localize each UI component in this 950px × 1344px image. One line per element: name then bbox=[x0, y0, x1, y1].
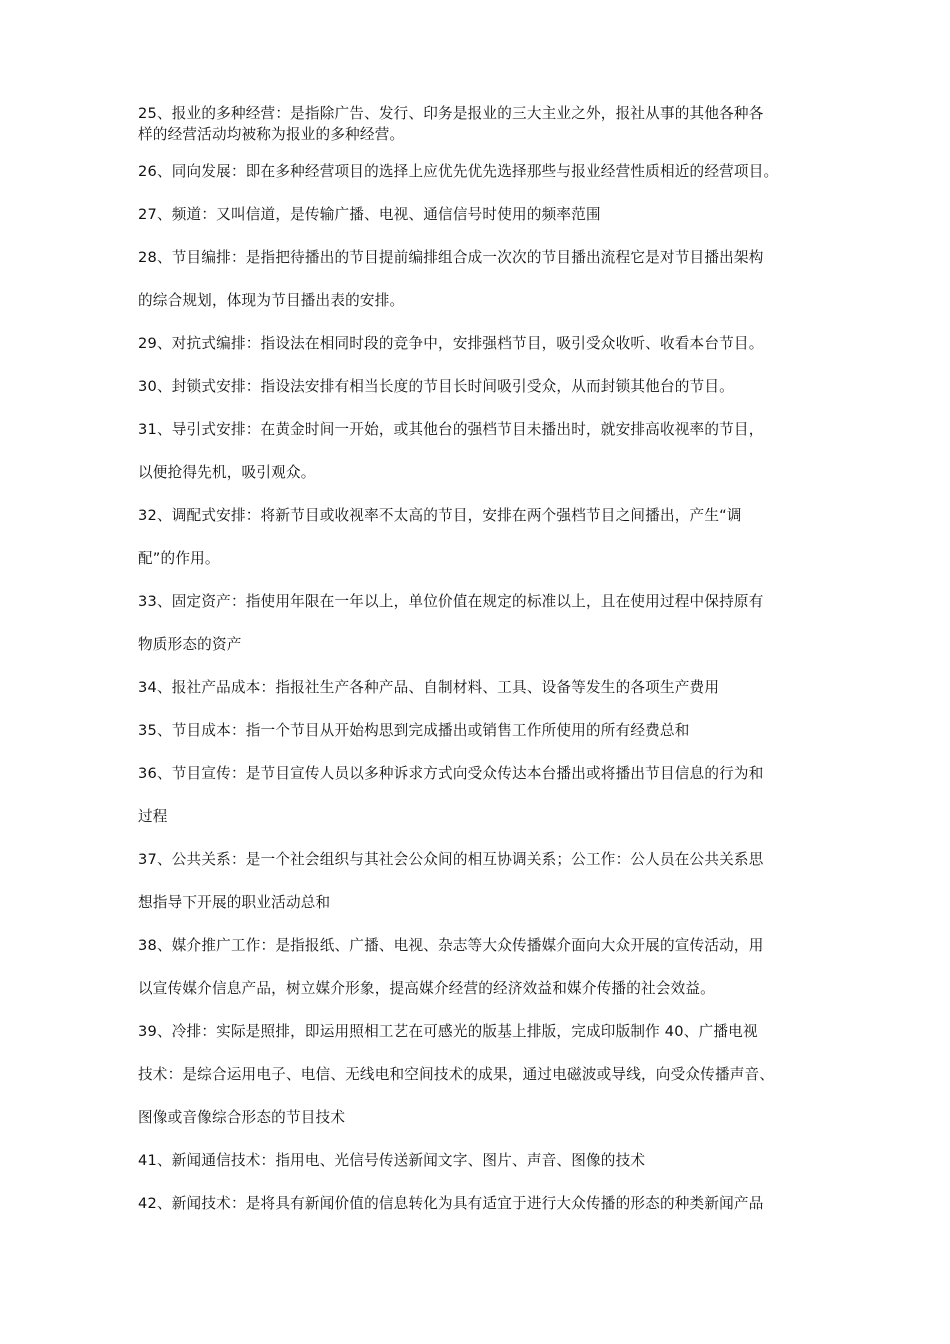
text-line: 33、固定资产：指使用年限在一年以上，单位价值在规定的标准以上，且在使用过程中保持原有 bbox=[138, 593, 764, 610]
text-line: 39、冷排：实际是照排，即运用照相工艺在可感光的版基上排版，完成印版制作 40、广播电视 bbox=[138, 1023, 758, 1040]
text-line: 28、节目编排：是指把待播出的节目提前编排组合成一次次的节目播出流程它是对节目播出架构 bbox=[138, 249, 764, 266]
text-line: 36、节目宣传：是节目宣传人员以多种诉求方式向受众传达本台播出或将播出节目信息的行为和 bbox=[138, 765, 764, 782]
text-line: 过程 bbox=[138, 808, 168, 825]
text-line: 配”的作用。 bbox=[138, 550, 220, 567]
text-line: 37、公共关系：是一个社会组织与其社会公众间的相互协调关系；公工作：公人员在公共关系思 bbox=[138, 851, 764, 868]
text-line: 图像或音像综合形态的节目技术 bbox=[138, 1109, 346, 1126]
text-line: 35、节目成本：指一个节目从开始构思到完成播出或销售工作所使用的所有经费总和 bbox=[138, 722, 690, 739]
text-line: 想指导下开展的职业活动总和 bbox=[138, 894, 331, 911]
text-line: 42、新闻技术：是将具有新闻价值的信息转化为具有适宜于进行大众传播的形态的种类新闻产品 bbox=[138, 1195, 764, 1212]
text-line: 34、报社产品成本：指报社生产各种产品、自制材料、工具、设备等发生的各项生产费用 bbox=[138, 679, 720, 696]
text-line: 技术：是综合运用电子、电信、无线电和空间技术的成果，通过电磁波或导线，向受众传播声音、 bbox=[138, 1066, 775, 1083]
text-line: 以便抢得先机，吸引观众。 bbox=[138, 464, 316, 481]
text-line: 31、导引式安排：在黄金时间一开始，或其他台的强档节目未播出时，就安排高收视率的节目， bbox=[138, 421, 764, 438]
text-line: 27、频道：又叫信道，是传输广播、电视、通信信号时使用的频率范围 bbox=[138, 206, 601, 223]
text-line: 41、新闻通信技术：指用电、光信号传送新闻文字、图片、声音、图像的技术 bbox=[138, 1152, 646, 1169]
text-line: 物质形态的资产 bbox=[138, 636, 242, 653]
text-line: 样的经营活动均被称为报业的多种经营。 bbox=[138, 126, 405, 143]
text-line: 29、对抗式编排：指设法在相同时段的竞争中，安排强档节目，吸引受众收听、收看本台节目。 bbox=[138, 335, 764, 352]
text-line: 30、封锁式安排：指设法安排有相当长度的节目长时间吸引受众，从而封锁其他台的节目。 bbox=[138, 378, 734, 395]
text-line: 的综合规划，体现为节目播出表的安排。 bbox=[138, 292, 405, 309]
text-line: 以宣传媒介信息产品，树立媒介形象，提高媒介经营的经济效益和媒介传播的社会效益。 bbox=[138, 980, 715, 997]
text-line: 26、同向发展：即在多种经营项目的选择上应优先优先选择那些与报业经营性质相近的经营项目。 bbox=[138, 163, 779, 180]
text-line: 32、调配式安排：将新节目或收视率不太高的节目，安排在两个强档节目之间播出，产生“调 bbox=[138, 507, 742, 524]
text-line: 25、报业的多种经营：是指除广告、发行、印务是报业的三大主业之外，报社从事的其他各种各 bbox=[138, 105, 764, 122]
text-line: 38、媒介推广工作：是指报纸、广播、电视、杂志等大众传播媒介面向大众开展的宣传活动，用 bbox=[138, 937, 764, 954]
